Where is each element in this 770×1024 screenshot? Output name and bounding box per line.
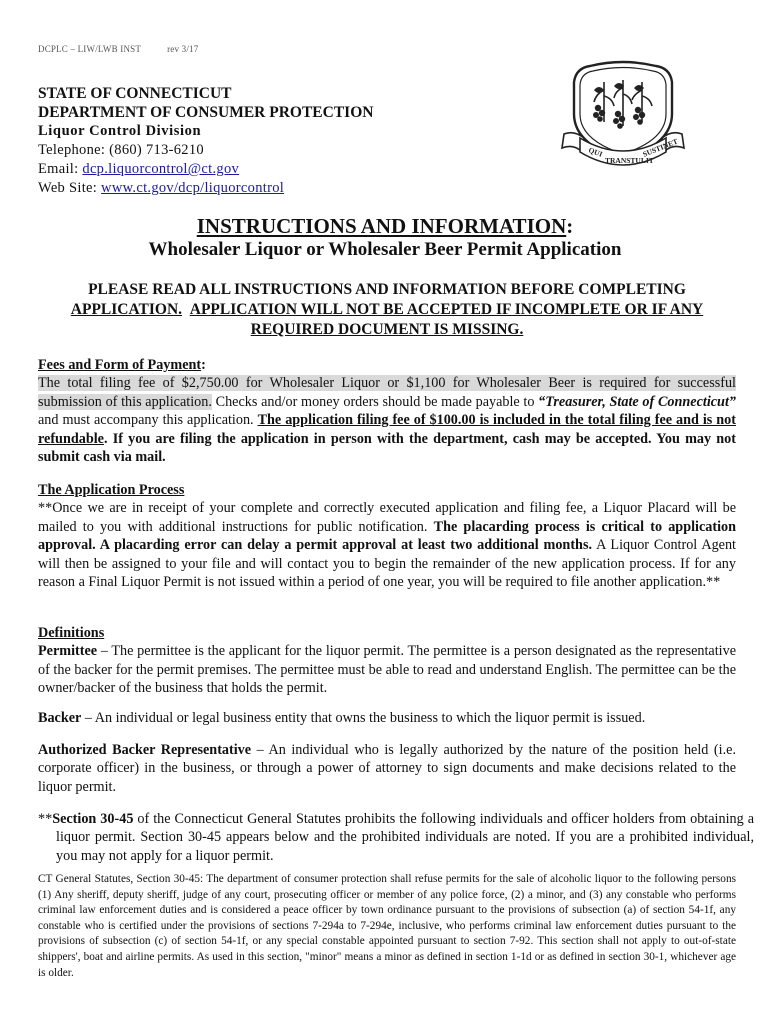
agency-header — [38, 84, 373, 198]
warning-line-2 — [40, 300, 734, 320]
process-bold-text: The placarding process is critical to application approval. A placarding error can delay a permit approval at least two additional months. — [38, 518, 737, 554]
warning-line-2b: APPLICATION WILL NOT BE ACCEPTED IF INCOMPLETE OR IF ANY — [189, 301, 704, 318]
department-name: DEPARTMENT OF CONSUMER PROTECTION — [38, 104, 374, 121]
fees-heading-suffix: : — [201, 357, 206, 373]
telephone-label: Telephone: — [38, 142, 110, 158]
abr-text: – An individual who is legally authorized by the nature of the position held (i.e. corporate officer) in the business, or through a power of attorney to sign documents and make decisions related to the liquor permit. — [38, 742, 736, 795]
section-30-45-note — [38, 810, 754, 865]
warning-line-2a: APPLICATION. — [70, 301, 183, 318]
definitions-section — [38, 624, 736, 698]
connecticut-state-seal — [560, 60, 686, 172]
form-code-text: DCPLC – LIW/LWB INST — [38, 44, 142, 54]
warning-notice — [40, 280, 734, 340]
process-heading: The Application Process — [38, 482, 185, 498]
page-subtitle: Wholesaler Liquor or Wholesaler Beer Permit Application — [148, 239, 622, 260]
process-text-2: A Liquor Control Agent will then be assigned to your file and will contact you to begin the remainder of the new application process. If for any reason a Final Liquor Permit is not issued within a period of one year, you will be required to file another application.** — [38, 537, 736, 591]
telephone-number: (860) 713-6210 — [109, 142, 204, 158]
page-title-suffix: : — [566, 214, 574, 238]
backer-text: – An individual or legal business entity that owns the business to which the liquor permit is issued. — [81, 710, 646, 726]
website-link[interactable]: www.ct.gov/dcp/liquorcontrol — [101, 180, 285, 196]
revision-text: rev 3/17 — [167, 44, 199, 54]
warning-line-3-text: REQUIRED DOCUMENT IS MISSING. — [250, 321, 524, 338]
fees-nonrefundable: The application filing fee of $100.00 is included in the total filing fee and is not refundable — [38, 412, 736, 447]
seal-motto-center: TRANSTULIT — [605, 156, 654, 165]
section-prefix: ** — [38, 811, 53, 827]
fees-text-3: . If you are filing the application in person with the department, cash may be accepted. You may not submit cash via mail. — [38, 430, 736, 466]
website-label: Web Site: — [38, 180, 102, 196]
fees-heading — [38, 356, 736, 374]
permittee-text: – The permittee is the applicant for the liquor permit. The permittee is a person designated as the representative of the backer for the permit premises. The permittee must be able to read and understand English. The permittee can be the owner/backer of the business that holds the permit. — [38, 643, 736, 697]
email-link[interactable]: dcp.liquorcontrol@ct.gov — [82, 161, 240, 177]
fees-section — [38, 356, 736, 466]
telephone-line — [38, 141, 373, 160]
backer-term: Backer — [38, 710, 82, 726]
page-title-text: INSTRUCTIONS AND INFORMATION — [196, 214, 567, 238]
definition-authorized-backer — [38, 741, 736, 796]
warning-line-1: PLEASE READ ALL INSTRUCTIONS AND INFORMATION BEFORE COMPLETING — [88, 281, 686, 298]
permittee-term: Permittee — [38, 643, 98, 660]
page-title — [0, 214, 770, 239]
fees-payee: “Treasurer, State of Connecticut” — [538, 393, 736, 410]
seal-motto-right: SUSTINET — [641, 136, 680, 159]
definition-permittee — [38, 642, 736, 697]
section-term: Section 30-45 — [52, 811, 134, 827]
definitions-heading: Definitions — [38, 625, 105, 641]
abr-term: Authorized Backer Representative — [38, 742, 252, 758]
fees-text-2: and must accompany this application. — [38, 412, 258, 429]
division-name: Liquor Control Division — [38, 123, 202, 139]
seal-motto-left: QUI — [587, 145, 604, 159]
definition-backer — [38, 709, 736, 727]
fees-text-1: Checks and/or money orders should be made payable to — [211, 393, 539, 410]
email-line — [38, 160, 373, 179]
process-body — [38, 499, 736, 591]
process-text-1: **Once we are in receipt of your complete and correctly executed application and filing fee, a Liquor Placard will be mailed to you with additional instructions for public notification. — [38, 500, 736, 535]
fees-highlighted-text: The total filing fee of $2,750.00 for Wholesaler Liquor or $1,100 for Wholesaler Beer is required for successful submission of this application. — [38, 375, 736, 410]
warning-line-3 — [40, 320, 734, 340]
website-line — [38, 179, 373, 198]
process-section — [38, 481, 736, 591]
form-code — [38, 44, 198, 54]
fees-heading-text: Fees and Form of Payment — [38, 357, 202, 373]
fees-body — [38, 374, 736, 466]
state-name: STATE OF CONNECTICUT — [38, 85, 232, 102]
statute-text: CT General Statutes, Section 30-45: The department of consumer protection shall refuse permits for the sale of alcoholic liquor to the following persons (1) Any sheriff, deputy sheriff, judge of any court, prosecuting officer or member of any police force, (2) a minor, and (3) any constable who performs criminal law enforcement duties and is considered a peace officer by town ordinance pursuant to the provisions of subsection (a) of section 54-1f, any constable who is certified under the provisions of sections 7-294a to 7-294e, inclusive, who performs criminal law enforcement duties pursuant to the provisions of subsection (c) of section 54-1f, or any special constable appointed pursuant to section 7-92. This section shall not apply to out-of-state shippers', boat and airline permits. As used in this section, "minor" means a minor as defined in section 1-1d or as defined in section 30-1, whichever age is older. — [38, 873, 736, 979]
email-label: Email: — [38, 161, 83, 177]
section-text: of the Connecticut General Statutes prohibits the following individuals and officer holders from obtaining a liquor permit. Section 30-45 appears below and the prohibited individuals are noted. If you are a prohibited individual, you may not apply for a liquor permit. — [56, 811, 754, 864]
